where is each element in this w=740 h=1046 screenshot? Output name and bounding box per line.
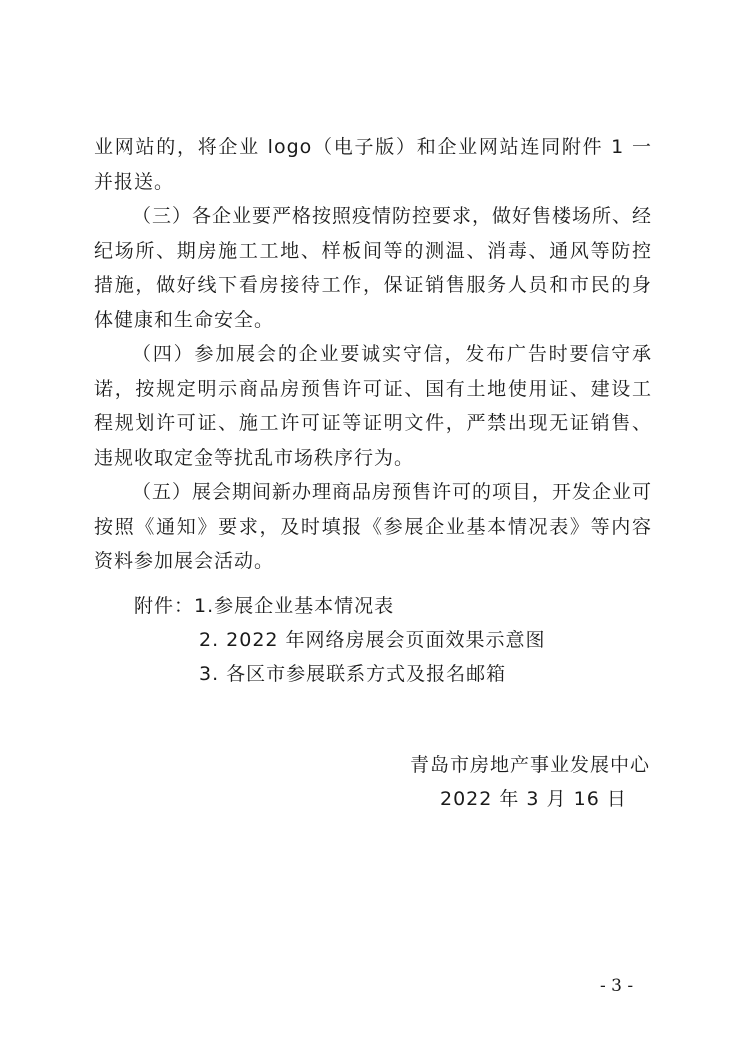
- signature-organization: 青岛市房地产事业发展中心: [409, 754, 650, 776]
- signature-date: 2022 年 3 月 16 日: [440, 788, 627, 810]
- paragraph-three: （三）各企业要严格按照疫情防控要求，做好售楼场所、经纪场所、期房施工工地、样板间等的测温、消毒、通风等防控措施，做好线下看房接待工作，保证销售服务人员和市民的身体健康和生命安全。: [94, 205, 653, 331]
- attachments-list: [134, 589, 546, 691]
- paragraph-four: （四）参加展会的企业要诚实守信，发布广告时要信守承诺，按规定明示商品房预售许可证、国有土地使用证、建设工程规划许可证、施工许可证等证明文件，严禁出现无证销售、违规收取定金等扰乱市场秩序行为。: [94, 343, 652, 469]
- attachments-label: 附件：: [134, 595, 195, 617]
- attachment-text-3: 3. 各区市参展联系方式及报名邮箱: [199, 663, 507, 685]
- paragraph-continuation: 业网站的，将企业 logo（电子版）和企业网站连同附件 1 一并报送。: [94, 136, 652, 193]
- attachment-text-1: 1.参展企业基本情况表: [194, 595, 395, 617]
- attachment-item-2: [134, 623, 546, 657]
- attachment-item-1: [134, 589, 546, 623]
- attachment-item-3: [134, 657, 546, 691]
- body-text: [94, 130, 652, 579]
- attachment-text-2: 2. 2022 年网络房展会页面效果示意图: [199, 629, 546, 651]
- signature-block: [390, 748, 650, 816]
- paragraph-five: （五）展会期间新办理商品房预售许可的项目，开发企业可按照《通知》要求，及时填报《参展企业基本情况表》等内容资料参加展会活动。: [94, 481, 653, 572]
- page-number: - 3 -: [600, 976, 634, 996]
